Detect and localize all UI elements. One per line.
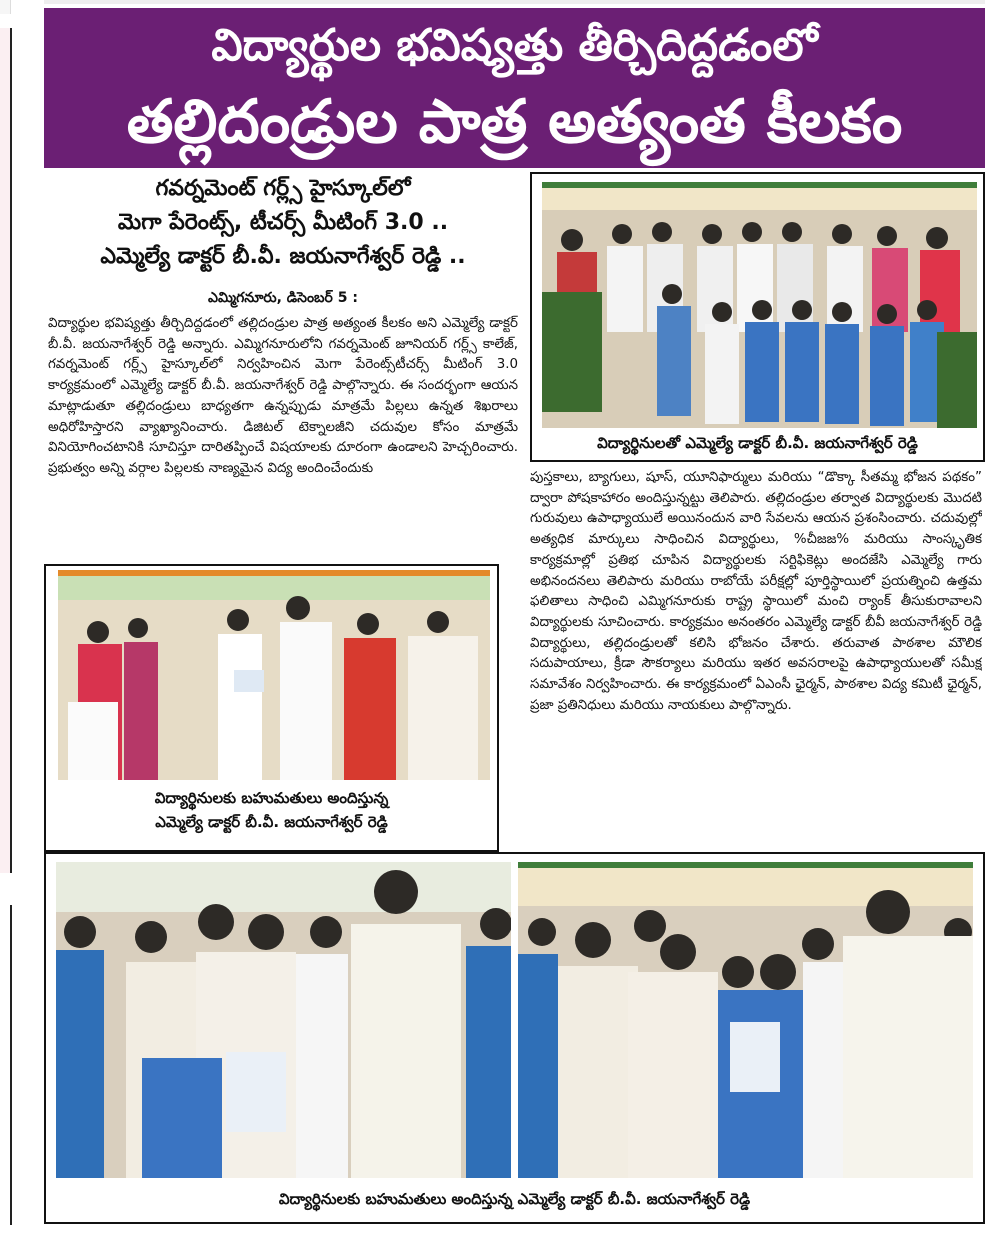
prize-caption-line-2: ఎమ్మెల్యే డాక్టర్ బీ.వీ. జయనాగేశ్వర్ రెడ్డి [155, 813, 388, 831]
group-photo [542, 182, 977, 428]
subheadline [44, 172, 522, 274]
dateline: ఎమ్మిగనూరు, డిసెంబర్ 5 : [208, 290, 358, 306]
bottom-photo-left [56, 862, 511, 1178]
subheadline-line-2: మెగా పేరెంట్స్, టీచర్స్ మీటింగ్ 3.0 .. [117, 210, 449, 235]
group-photo-caption: విద్యార్థినులతో ఎమ్మెల్యే డాక్టర్ బీ.వీ. జయనాగేశ్వర్ రెడ్డి [597, 434, 918, 452]
prize-photo-caption [46, 786, 497, 834]
article-column-left: విద్యార్థుల భవిష్యత్తు తీర్చిదిద్దడంలో తల్లిదండ్రుల పాత్ర అత్యంత కీలకం అని ఎమ్మెల్యే డాక్టర్ బీ.వీ. జయనాగేశ్వర్ రెడ్డి అన్నారు. ఎమ్మిగనూరులోని గవర్నమెంట్ జూనియర్ గర్ల్స్ కాలేజ్, గవర్నమెంట్ గర్ల్స్ హైస్కూల్‌లో నిర్వహించిన మెగా పేరెంట్స్‌టీచర్స్ మీటింగ్ 3.0 కార్యక్రమంలో ఎమ్మెల్యే డాక్టర్ బీ.వీ. జయనాగేశ్వర్ రెడ్డి పాల్గొన్నారు. ఈ సందర్భంగా ఆయన మాట్లాడుతూ తల్లిదండ్రులు బాధ్యతగా ఉన్నప్పుడు మాత్రమే పిల్లలు ఉన్నత శిఖరాలు అధిరోహిస్తారని వ్యాఖ్యానించారు. డిజిటల్ టెక్నాలజీని చదువుల కోసం మాత్రమే వినియోగించటానికి సూచిస్తూ దారితప్పించే విషయాలకు దూరంగా ఉండాలని హెచ్చరించారు. ప్రభుత్వం అన్ని వర్గాల పిల్లలకు నాణ్యమైన విద్య అందించేందుకు [48, 316, 518, 476]
margin-strip-middle [0, 28, 12, 873]
bottom-photo-caption: విద్యార్థినులకు బహుమతులు అందిస్తున్న ఎమ్మెల్యే డాక్టర్ బీ.వీ. జయనాగేశ్వర్ రెడ్డి [278, 1190, 751, 1208]
prize-photo [58, 570, 490, 780]
subheadline-line-1: గవర్నమెంట్ గర్ల్స్ హైస్కూల్‌లో [155, 176, 411, 201]
group-photo-box [530, 172, 985, 462]
prize-caption-line-1: విద్యార్థినులకు బహుమతులు అందిస్తున్న [154, 789, 389, 807]
headline-banner [44, 8, 985, 168]
article-column-right: పుస్తకాలు, బ్యాగులు, షూస్, యూనిఫార్ములు మరియు “డొక్కా సీతమ్మ భోజన పథకం” ద్వారా పోషకాహారం అందిస్తున్నట్టు తెలిపారు. తల్లిదండ్రుల తర్వాత విద్యార్థులకు మొదటి గురువులు ఉపాధ్యాయులే అయినందున వారి సేవలను ఆయన ప్రశంసించారు. చదువుల్లో అత్యధిక మార్కులు సాధించిన విద్యార్థులు, %చీజజ% మరియు సాంస్కృతిక కార్యక్రమాల్లో ప్రతిభ చూపిన విద్యార్థులకు సర్టిఫికెట్లు అందజేసి ఎమ్మెల్యే గారు అభినందనలు తెలిపారు మరియు రాబోయే పరీక్షల్లో పూర్తిస్థాయిలో ప్రయత్నించి ఉత్తమ ఫలితాలు సాధించి ఎమ్మిగనూరుకు రాష్ట్ర స్థాయిలో మంచి ర్యాంక్ తీసుకురావాలని విద్యార్థులకు సూచించారు. కార్యక్రమం అనంతరం ఎమ్మెల్యే డాక్టర్ బీవీ జయనాగేశ్వర్ రెడ్డి విద్యార్థులు, తల్లిదండ్రులతో కలిసి భోజనం చేశారు. తరువాత పాఠశాల మౌలిక సదుపాయాలు, క్రీడా సౌకర్యాలు మరియు ఇతర అవసరాలపై ఉపాధ్యాయులతో సమీక్ష సమావేశం నిర్వహించారు. ఈ కార్యక్రమంలో ఏఎంసీ ఛైర్మన్, పాఠశాల విద్య కమిటీ ఛైర్మన్, ప్రజా ప్రతినిధులు మరియు నాయకులు పాల్గొన్నారు. [530, 470, 982, 713]
bottom-photo-right [518, 862, 973, 1178]
headline-line-1: విద్యార్థుల భవిష్యత్తు తీర్చిదిద్దడంలో [211, 20, 818, 71]
margin-strip-top [0, 0, 11, 14]
page-top-rule [44, 0, 985, 4]
headline-line-2: తల్లిదండ్రుల పాత్ర అత్యంత కీలకం [126, 87, 903, 157]
subheadline-line-3: ఎమ్మెల్యే డాక్టర్ బీ.వీ. జయనాగేశ్వర్ రెడ్డి .. [100, 244, 466, 269]
bottom-photo-box [44, 852, 985, 1224]
margin-strip-bottom [0, 905, 12, 1225]
prize-photo-box [44, 564, 499, 852]
